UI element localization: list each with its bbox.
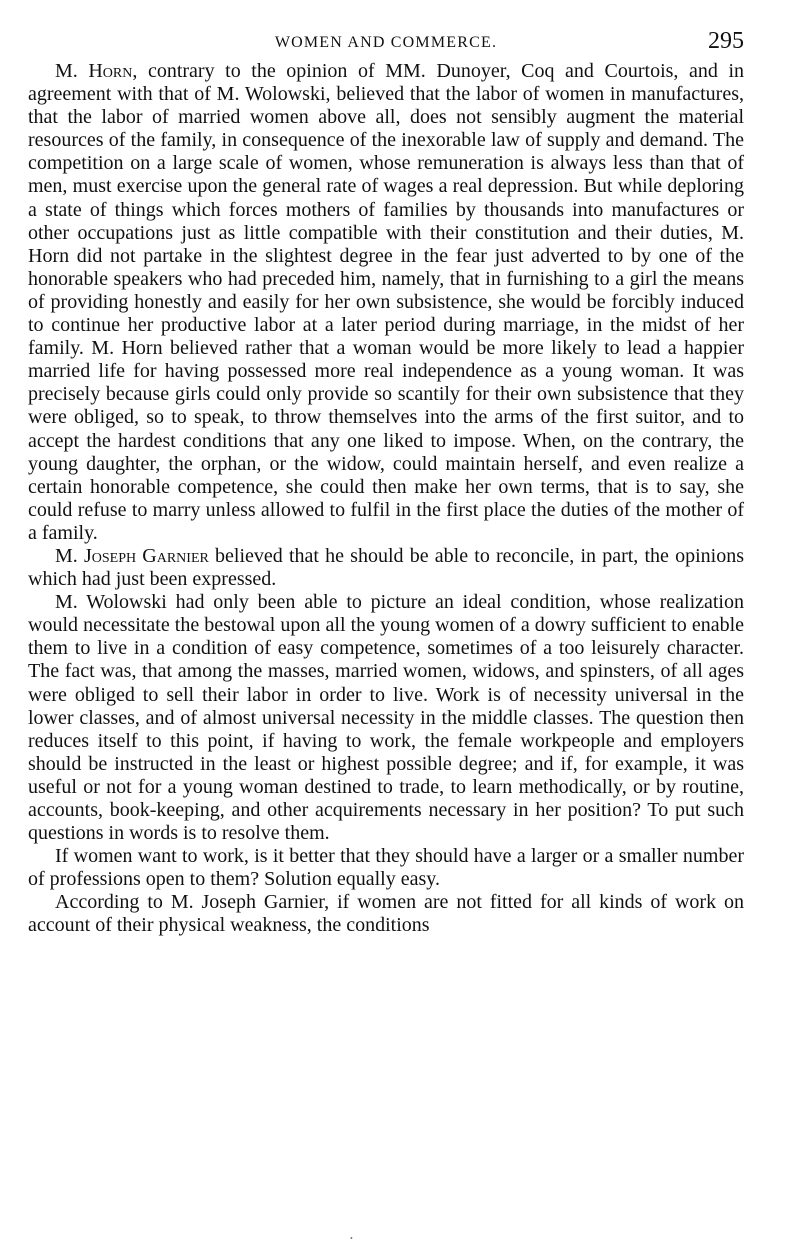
paragraph <box>28 591 744 845</box>
speaker-name: M. Joseph Garnier <box>55 544 209 567</box>
paragraph-text: If women want to work, is it better that they should have a larger or a smaller number of professions open to them? Solution equally easy. <box>28 845 744 891</box>
running-header <box>28 28 744 60</box>
page-number: 295 <box>708 28 744 54</box>
paragraph-text: believed that he should be able to reconcile, in part, the opinions which had just been expressed. <box>28 544 744 591</box>
paragraph <box>28 545 744 591</box>
running-title: WOMEN AND COMMERCE. <box>274 34 498 51</box>
book-page <box>28 28 744 938</box>
paragraph-text: M. Wolowski had only been able to picture an ideal condition, whose realization would necessitate the bestowal upon all the young women of a dowry sufficient to enable them to live in a condition of easy competence, sometimes of a too leisurely character. The fact was, that among the masses, married women, widows, and spinsters, of all ages were obliged to sell their labor in order to live. Work is of necessity universal in the lower classes, and of almost universal necessity in the middle classes. The question then reduces itself to this point, if having to work, the female workpeople and employers should be instructed in the least or highest possible degree; and if, for example, it was useful or not for a young woman destined to trade, to learn methodically, or by routine, accounts, book-keeping, and other acquirements necessary in her position? To put such questions in words is to resolve them. <box>28 591 744 845</box>
paragraph <box>28 845 744 891</box>
paragraph <box>28 891 744 937</box>
print-speck: • <box>350 1234 353 1243</box>
body-text <box>28 60 744 938</box>
speaker-name: M. Horn <box>55 60 133 82</box>
paragraph-text: , contrary to the opinion of MM. Dunoyer, Coq and Courtois, and in agreement with that of M. Wolowski, believed that the labor of women in manufactures, that the labor of married women above all, does not sensibly augment the material resources of the family, in consequence of the inexorable law of supply and demand. The competition on a large scale of women, whose remuneration is always less than that of men, must exercise upon the general rate of wages a real depression. But while deploring a state of things which forces mothers of families by thousands into manufactures or other occupations just as little compatible with their constitution and their duties, M. Horn did not partake in the slightest degree in the fear just adverted to by one of the honorable speakers who had preceded him, namely, that in furnishing to a girl the means of providing honestly and easily for her own subsistence, she would be forcibly induced to continue her productive labor at a later period during marriage, in the midst of her family. M. Horn believed rather that a woman would be more likely to lead a happier married life for having possessed more real independence as a young woman. It was precisely because girls could only provide so scantily for their own subsistence that they were obliged, so to speak, to throw themselves into the arms of the first suitor, and to accept the hardest conditions that any one liked to impose. When, on the contrary, the young daughter, the orphan, or the widow, could maintain herself, and even realize a certain honorable competence, she could then make her own terms, that is to say, she could refuse to marry unless allowed to fulfil in the first place the duties of the mother of a family. <box>28 60 744 544</box>
paragraph-text: According to M. Joseph Garnier, if women are not fitted for all kinds of work on account of their physical weakness, the conditions <box>28 891 744 937</box>
paragraph <box>28 60 744 545</box>
